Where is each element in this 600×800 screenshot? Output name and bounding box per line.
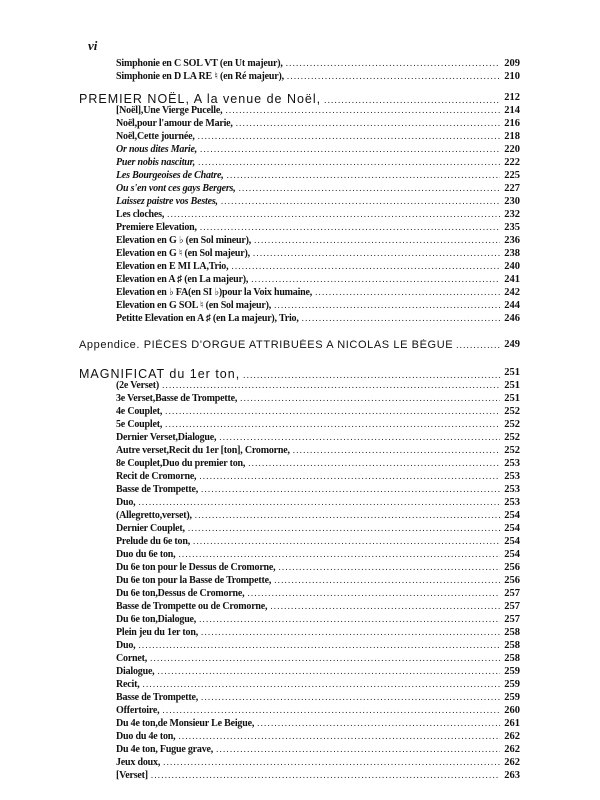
leader-dots — [267, 601, 500, 611]
leader-dots — [198, 484, 500, 494]
leader-dots — [192, 510, 500, 520]
leader-dots — [312, 287, 500, 297]
leader-dots — [148, 770, 500, 780]
toc-label: Simphonie en D LA RE ♮ (en Ré majeur), — [116, 71, 284, 82]
toc-label: Noël,Cette journée, — [116, 131, 195, 142]
toc-label: Duo, — [116, 640, 136, 651]
toc-label: Plein jeu du 1er ton, — [116, 627, 199, 638]
toc-page: 232 — [504, 209, 520, 220]
toc-page: 254 — [504, 523, 520, 534]
toc-page: 257 — [504, 614, 520, 625]
toc-row — [0, 640, 600, 652]
toc-page: 253 — [504, 458, 520, 469]
leader-dots — [196, 614, 500, 624]
toc-label: Prelude du 6e ton, — [116, 536, 190, 547]
toc-page: 251 — [504, 380, 520, 391]
leader-dots — [159, 705, 500, 715]
toc-row — [0, 770, 600, 782]
toc-label: Appendice. PIÈCES D'ORGUE ATTRIBUÉES A NICOLAS LE BÈGUE — [79, 339, 454, 351]
toc-label: 4e Couplet, — [116, 406, 163, 417]
toc-row — [0, 497, 600, 509]
leader-dots — [154, 666, 500, 676]
toc-label: Duo du 6e ton, — [116, 549, 176, 560]
leader-dots — [197, 144, 500, 154]
leader-dots — [237, 393, 500, 403]
toc-label: Duo du 4e ton, — [116, 731, 176, 742]
toc-page: 241 — [504, 274, 520, 285]
toc-row — [0, 274, 600, 286]
toc-row — [0, 393, 600, 405]
leader-dots — [197, 222, 500, 232]
leader-dots — [195, 157, 500, 167]
toc-label: [Noël],Une Vierge Pucelle, — [116, 105, 223, 116]
toc-page: 214 — [504, 105, 520, 116]
toc-label: Petitte Elevation en A ♯ (en La majeur), Trio, — [116, 313, 299, 324]
toc-label: Du 6e ton,Dialogue, — [116, 614, 197, 625]
toc-row — [0, 406, 600, 418]
toc-row — [0, 588, 600, 600]
toc-label: Dernier Couplet, — [116, 523, 185, 534]
toc-page: 259 — [504, 692, 520, 703]
toc-row — [0, 653, 600, 665]
toc-page: 244 — [504, 300, 520, 311]
leader-dots — [283, 58, 500, 68]
leader-dots — [275, 562, 500, 572]
leader-dots — [284, 71, 500, 81]
leader-dots — [299, 313, 500, 323]
leader-dots — [271, 575, 500, 585]
toc-label: Elevation en A ♯ (en La majeur), — [116, 274, 249, 285]
toc-row — [0, 118, 600, 130]
leader-dots — [162, 406, 500, 416]
leader-dots — [196, 471, 500, 481]
toc-row — [0, 575, 600, 587]
toc-label: Dialogue, — [116, 666, 155, 677]
toc-page: 252 — [504, 432, 520, 443]
toc-page: 262 — [504, 731, 520, 742]
toc-label: Basse de Trompette, — [116, 692, 199, 703]
leader-dots — [175, 549, 500, 559]
toc-page: 256 — [504, 575, 520, 586]
leader-dots — [195, 131, 500, 141]
toc-page: 254 — [504, 536, 520, 547]
toc-label: PREMIER NOËL, A la venue de Noël, — [79, 92, 322, 106]
toc-label: 3e Verset,Basse de Trompette, — [116, 393, 238, 404]
toc-label: Elevation en G SOL ♮ (en Sol majeur), — [116, 300, 272, 311]
toc-label: Recit, — [116, 679, 140, 690]
toc-row — [0, 339, 600, 351]
toc-page: 249 — [504, 339, 520, 350]
toc-label: Recit de Cromorne, — [116, 471, 197, 482]
toc-label: Offertoire, — [116, 705, 160, 716]
toc-row — [0, 157, 600, 169]
leader-dots — [198, 627, 500, 637]
toc-label: Jeux doux, — [116, 757, 161, 768]
toc-row — [0, 666, 600, 678]
toc-label: Premiere Elevation, — [116, 222, 197, 233]
toc-row — [0, 105, 600, 117]
page-number: vi — [88, 38, 98, 53]
toc-row — [0, 536, 600, 548]
leader-dots — [271, 300, 500, 310]
toc-page: 259 — [504, 679, 520, 690]
toc-row — [0, 731, 600, 743]
toc-page: 235 — [504, 222, 520, 233]
toc-label: Elevation en E MI LA,Trio, — [116, 261, 229, 272]
toc-page: 216 — [504, 118, 520, 129]
toc-label: Dernier Verset,Dialogue, — [116, 432, 217, 443]
toc-row — [0, 445, 600, 457]
toc-page: 262 — [504, 744, 520, 755]
toc-row — [0, 627, 600, 639]
toc-page: 222 — [504, 157, 520, 168]
leader-dots — [251, 235, 500, 245]
toc-row — [0, 757, 600, 769]
toc-row — [0, 744, 600, 756]
toc-page: 218 — [504, 131, 520, 142]
toc-label: Les cloches, — [116, 209, 165, 220]
toc-row — [0, 484, 600, 496]
toc-label: (2e Verset) — [116, 380, 160, 391]
leader-dots — [248, 274, 500, 284]
toc-row — [0, 562, 600, 574]
leader-dots — [218, 196, 500, 206]
toc-page: 262 — [504, 757, 520, 768]
toc-page: 260 — [504, 705, 520, 716]
toc-label: Ou s'en vont ces gays Bergers, — [116, 183, 236, 194]
toc-page: 256 — [504, 562, 520, 573]
leader-dots — [159, 380, 500, 390]
toc-row — [0, 380, 600, 392]
toc-label: Elevation en ♭ FA(en SI ♭)pour la Voix humaine, — [116, 287, 313, 298]
toc-page: 238 — [504, 248, 520, 259]
leader-dots — [233, 118, 500, 128]
toc-row — [0, 248, 600, 260]
leader-dots — [222, 105, 500, 115]
toc-label: (Allegretto,verset), — [116, 510, 192, 521]
toc-page: 240 — [504, 261, 520, 272]
toc-page: 252 — [504, 419, 520, 430]
toc-row — [0, 71, 600, 83]
toc-page: 212 — [504, 92, 520, 103]
toc-row — [0, 614, 600, 626]
toc-row — [0, 300, 600, 312]
toc-page: 227 — [504, 183, 520, 194]
toc-label: Du 6e ton,Dessus de Cromorne, — [116, 588, 245, 599]
toc-row — [0, 209, 600, 221]
toc-row — [0, 313, 600, 325]
leader-dots — [147, 653, 500, 663]
toc-page: 251 — [504, 393, 520, 404]
toc-page: 253 — [504, 497, 520, 508]
toc-row — [0, 261, 600, 273]
toc-label: Elevation en G ♮ (en Sol majeur), — [116, 248, 250, 259]
toc-page: 253 — [504, 484, 520, 495]
leader-dots — [228, 261, 500, 271]
toc-row — [0, 131, 600, 143]
toc-label: Simphonie en C SOL VT (en Ut majeur), — [116, 58, 283, 69]
toc-label: Les Bourgeoises de Chatre, — [116, 170, 224, 181]
toc-label: Basse de Trompette ou de Cromorne, — [116, 601, 268, 612]
toc-page: 252 — [504, 406, 520, 417]
toc-page: 257 — [504, 601, 520, 612]
toc-row — [0, 196, 600, 208]
leader-dots — [160, 757, 500, 767]
toc-row — [0, 523, 600, 535]
toc-row — [0, 692, 600, 704]
toc-page: 236 — [504, 235, 520, 246]
leader-dots — [321, 95, 500, 105]
toc-label: Autre verset,Recit du 1er [ton], Cromorne, — [116, 445, 290, 456]
leader-dots — [185, 523, 500, 533]
toc-label: Duo, — [116, 497, 136, 508]
toc-page: 209 — [504, 58, 520, 69]
toc-row — [0, 510, 600, 522]
toc-label: Du 4e ton,de Monsieur Le Beigue, — [116, 718, 255, 729]
toc-label: Du 6e ton pour le Dessus de Cromorne, — [116, 562, 276, 573]
toc-page: 225 — [504, 170, 520, 181]
toc-row — [0, 679, 600, 691]
toc-page: 242 — [504, 287, 520, 298]
leader-dots — [250, 248, 500, 258]
toc-page: 251 — [504, 367, 520, 378]
toc-page: 210 — [504, 71, 520, 82]
leader-dots — [236, 183, 500, 193]
leader-dots — [162, 419, 500, 429]
toc-page: 246 — [504, 313, 520, 324]
toc-label: Noël,pour l'amour de Marie, — [116, 118, 233, 129]
leader-dots — [245, 458, 500, 468]
toc-label: Laissez paistre vos Bestes, — [116, 196, 218, 207]
leader-dots — [216, 432, 500, 442]
toc-row — [0, 705, 600, 717]
toc-page: 254 — [504, 549, 520, 560]
toc-label: 8e Couplet,Duo du premier ton, — [116, 458, 246, 469]
toc-row — [0, 235, 600, 247]
toc-row — [0, 144, 600, 156]
leader-dots — [240, 370, 500, 380]
leader-dots — [244, 588, 500, 598]
toc-page: 252 — [504, 445, 520, 456]
toc-page: 253 — [504, 471, 520, 482]
toc-row — [0, 601, 600, 613]
toc-row — [0, 471, 600, 483]
toc-label: Cornet, — [116, 653, 148, 664]
toc-label: Puer nobis nascitur, — [116, 157, 196, 168]
toc-page: 258 — [504, 653, 520, 664]
toc-label: Du 4e ton, Fugue grave, — [116, 744, 214, 755]
toc-row — [0, 183, 600, 195]
toc-label: Basse de Trompette, — [116, 484, 199, 495]
leader-dots — [164, 209, 500, 219]
toc-page: 257 — [504, 588, 520, 599]
toc-row — [0, 419, 600, 431]
leader-dots — [290, 445, 500, 455]
toc-page: 261 — [504, 718, 520, 729]
toc-row — [0, 432, 600, 444]
toc-page: 258 — [504, 627, 520, 638]
leader-dots — [140, 679, 500, 689]
toc-page: 258 — [504, 640, 520, 651]
toc-row — [0, 718, 600, 730]
toc-row — [0, 92, 600, 104]
leader-dots — [135, 640, 500, 650]
toc-row — [0, 287, 600, 299]
leader-dots — [224, 170, 500, 180]
toc-label: 5e Couplet, — [116, 419, 163, 430]
toc-row — [0, 367, 600, 379]
leader-dots — [254, 718, 500, 728]
toc-page: 230 — [504, 196, 520, 207]
toc-label: MAGNIFICAT du 1er ton, — [79, 367, 241, 381]
toc-row — [0, 549, 600, 561]
toc-row — [0, 222, 600, 234]
toc-label: Elevation en G ♭ (en Sol mineur), — [116, 235, 252, 246]
toc-page: 263 — [504, 770, 520, 781]
leader-dots — [135, 497, 500, 507]
leader-dots — [213, 744, 500, 754]
toc-page: 259 — [504, 666, 520, 677]
leader-dots — [190, 536, 500, 546]
toc-row — [0, 170, 600, 182]
toc-row — [0, 458, 600, 470]
toc-page: 254 — [504, 510, 520, 521]
leader-dots — [198, 692, 500, 702]
toc-label: Or nous dites Marie, — [116, 144, 198, 155]
leader-dots — [175, 731, 500, 741]
toc-page: 220 — [504, 144, 520, 155]
toc-label: [Verset] — [116, 770, 148, 781]
toc-label: Du 6e ton pour la Basse de Trompette, — [116, 575, 272, 586]
toc-row — [0, 58, 600, 70]
